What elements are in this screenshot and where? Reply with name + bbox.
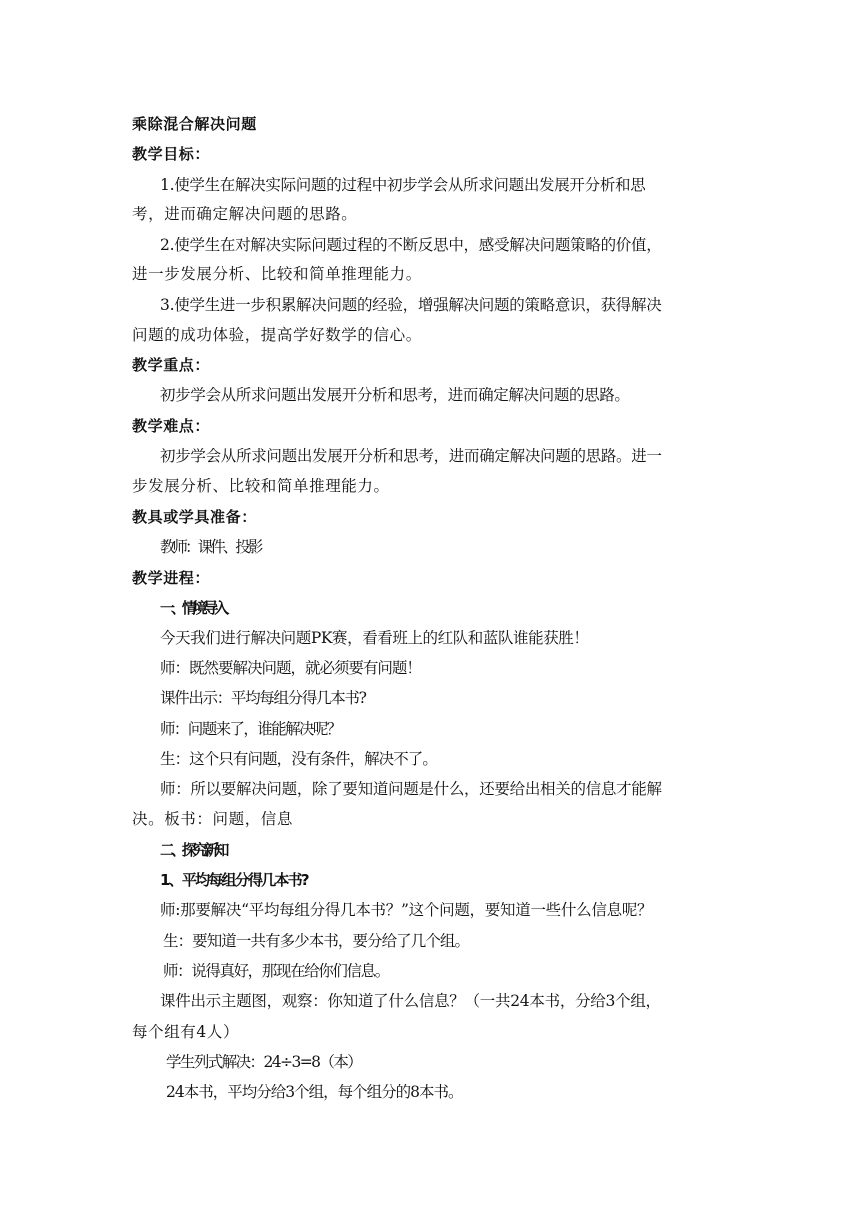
- difficulties-line-1: 初步学会从所求问题出发展开分析和思考，进而确定解决问题的思路。进一: [160, 447, 662, 465]
- section-1-heading: 一、情境导入: [160, 599, 226, 617]
- document-title: 乘除混合解决问题: [132, 115, 257, 133]
- difficulties-line-2: 步发展分析、比较和简单推理能力。: [132, 477, 390, 495]
- paragraph-8: 生：要知道一共有多少本书，要分给了几个组。: [163, 932, 470, 950]
- key-points-text: 初步学会从所求问题出发展开分析和思考，进而确定解决问题的思路。: [160, 386, 630, 404]
- key-points-heading: 教学重点：: [132, 356, 211, 374]
- paragraph-10-line-2: 每个组有4人）: [132, 1023, 240, 1041]
- paragraph-11: 学生列式解决：24÷3=8（本）: [166, 1053, 362, 1071]
- paragraph-4: 师：问题来了，谁能解决呢？: [160, 720, 341, 738]
- process-heading: 教学进程：: [132, 569, 211, 587]
- paragraph-7: 师:那要解决“平均每组分得几本书？”这个问题，要知道一些什么信息呢？: [160, 901, 653, 919]
- goal-3-line-2: 问题的成功体验，提高学好数学的信心。: [132, 326, 422, 344]
- paragraph-3: 课件出示：平均每组分得几本书?: [160, 689, 366, 707]
- difficulties-heading: 教学难点：: [132, 417, 211, 435]
- paragraph-9: 师：说得真好，那现在给你们信息。: [163, 962, 389, 980]
- goal-1-line-2: 考，进而确定解决问题的思路。: [132, 205, 358, 223]
- paragraph-2: 师：既然要解决问题，就必须要有问题！: [160, 659, 421, 677]
- goal-2-line-2: 进一步发展分析、比较和简单推理能力。: [132, 265, 422, 283]
- goal-3-line-1: 3.使学生进一步积累解决问题的经验，增强解决问题的策略意识，获得解决: [160, 296, 662, 314]
- paragraph-5: 生：这个只有问题，没有条件，解决不了。: [160, 750, 437, 768]
- tools-heading: 教具或学具准备：: [132, 508, 257, 526]
- paragraph-12: 24本书，平均分给3个组，每个组分的8本书。: [166, 1083, 463, 1101]
- goal-1-line-1: 1.使学生在解决实际问题的过程中初步学会从所求问题出发展开分析和思: [160, 176, 646, 194]
- goals-heading: 教学目标：: [132, 145, 211, 163]
- section-2-heading: 二、探究新知: [160, 841, 226, 859]
- paragraph-1: 今天我们进行解决问题PK赛，看看班上的红队和蓝队谁能获胜！: [160, 629, 589, 647]
- goal-2-line-1: 2.使学生在对解决实际问题过程的不断反思中，感受解决问题策略的价值，: [160, 236, 662, 254]
- paragraph-6-line-2: 决。板书：问题，信息: [132, 810, 294, 828]
- paragraph-6-line-1: 师：所以要解决问题，除了要知道问题是什么，还要给出相关的信息才能解: [160, 780, 662, 798]
- paragraph-10-line-1: 课件出示主题图，观察：你知道了什么信息？（一共24本书，分给3个组，: [160, 992, 661, 1010]
- tools-text: 教师：课件、投影: [160, 538, 261, 556]
- subsection-1-heading: 1、平均每组分得几本书?: [160, 871, 308, 889]
